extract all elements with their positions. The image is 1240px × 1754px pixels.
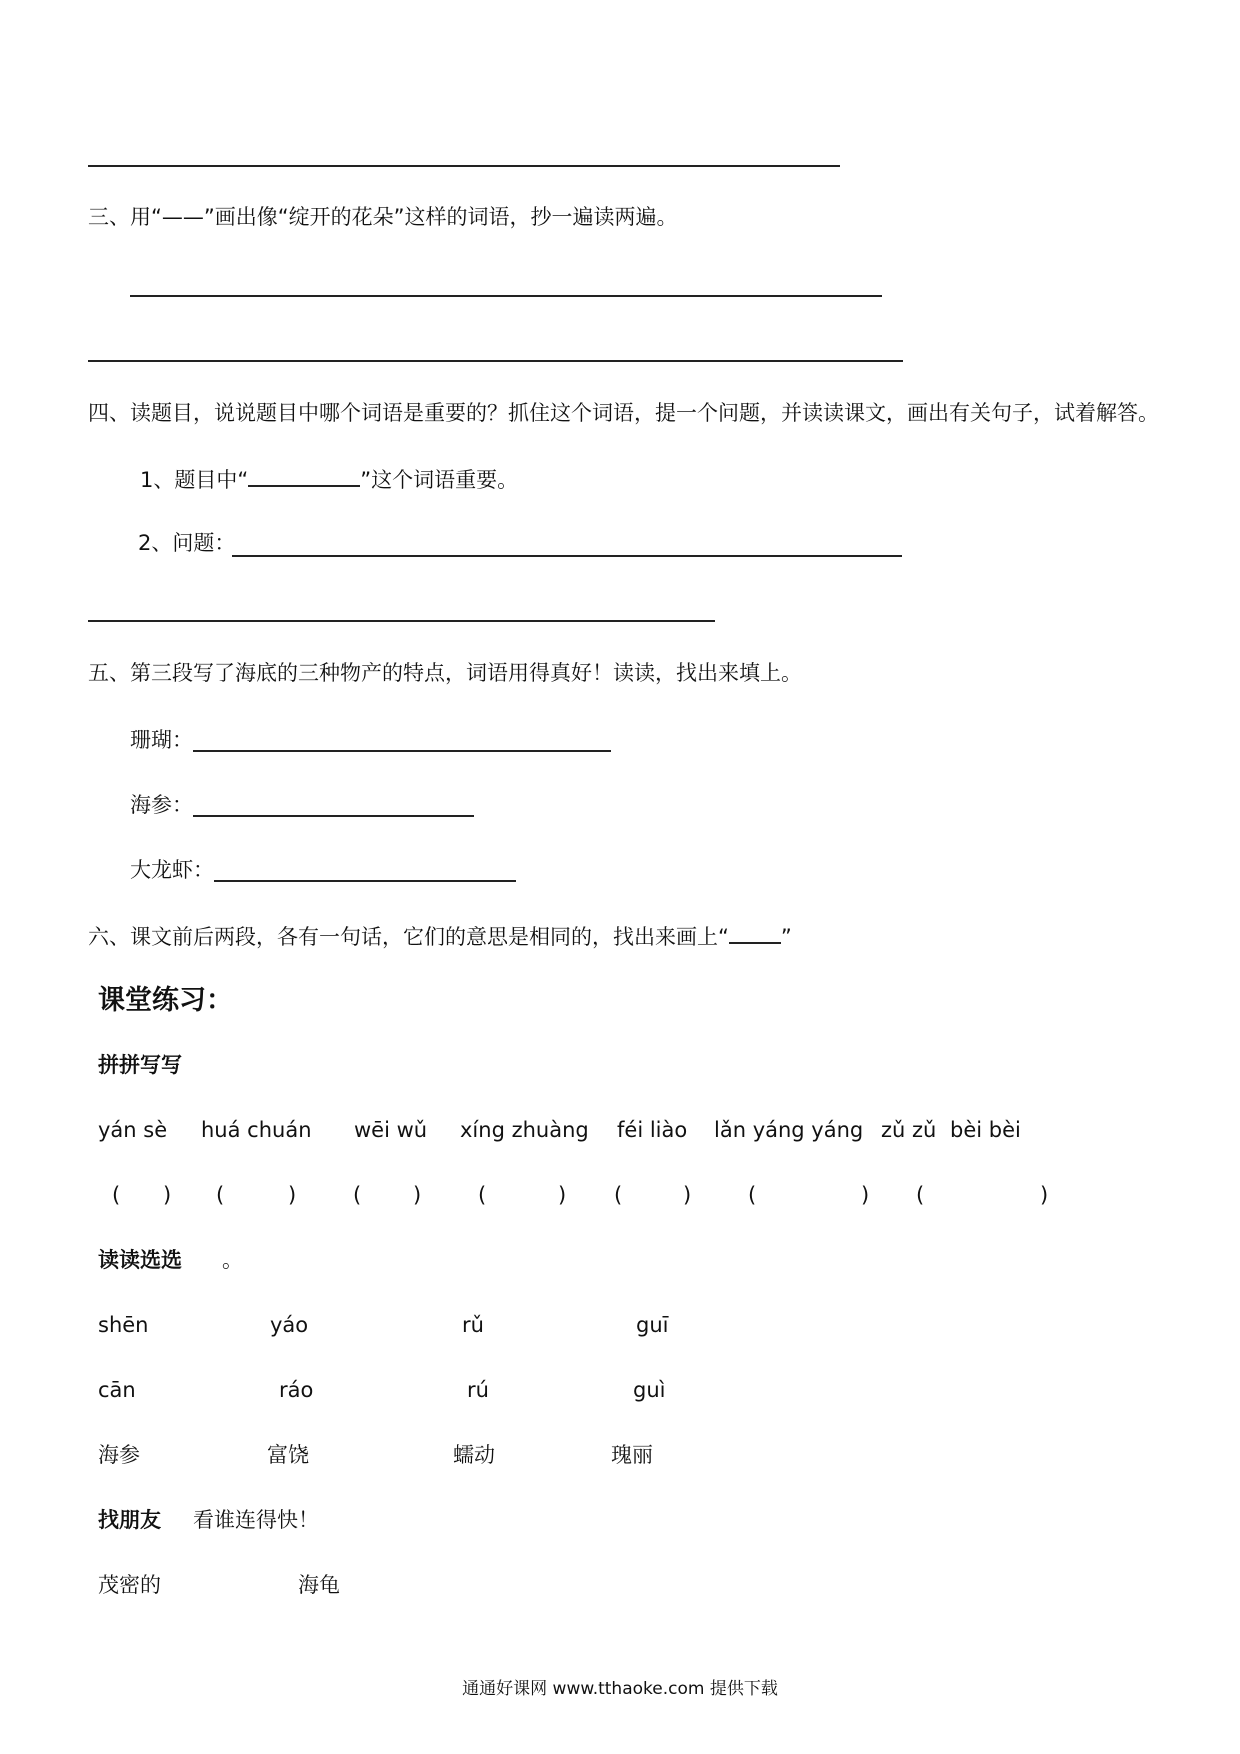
answer-paren-open[interactable]: (	[216, 1183, 225, 1207]
sea-cucumber-answer-line[interactable]	[193, 815, 474, 817]
choose-heading-tail: 。	[222, 1248, 243, 1272]
key-word-blank[interactable]	[248, 465, 360, 487]
sea-cucumber-label: 海参：	[130, 793, 193, 817]
answer-paren-close[interactable]: )	[1040, 1183, 1049, 1207]
match-right-word[interactable]: 海龟	[298, 1573, 340, 1597]
answer-line[interactable]	[130, 295, 882, 297]
pinyin-option: cān	[98, 1378, 136, 1402]
answer-paren-close[interactable]: )	[413, 1183, 422, 1207]
answer-paren-open[interactable]: (	[478, 1183, 487, 1207]
friends-heading-tail: 看谁连得快！	[193, 1508, 319, 1532]
pinyin-option: guī	[636, 1313, 669, 1337]
word-option: 蠕动	[453, 1443, 495, 1467]
pinyin-option: rú	[467, 1378, 489, 1402]
answer-paren-close[interactable]: )	[683, 1183, 692, 1207]
word-option: 富饶	[267, 1443, 309, 1467]
answer-paren-close[interactable]: )	[163, 1183, 172, 1207]
answer-line[interactable]	[88, 165, 840, 167]
pinyin-word: lǎn yáng yáng	[714, 1118, 864, 1142]
practice-title: 课堂练习：	[98, 985, 233, 1016]
pinyin-word: xíng zhuàng	[460, 1118, 589, 1142]
item-1-prefix: 1、题目中“	[140, 468, 249, 492]
choose-heading: 读读选选	[98, 1248, 182, 1272]
section-6-prompt	[88, 922, 792, 950]
word-option: 瑰丽	[611, 1443, 653, 1467]
pinyin-word: wēi wǔ	[354, 1118, 428, 1142]
item-2-label: 2、问题：	[138, 531, 236, 555]
section-3-prompt: 三、用“——”画出像“绽开的花朵”这样的词语，抄一遍读两遍。	[88, 205, 678, 229]
question-answer-line[interactable]	[232, 555, 902, 557]
answer-paren-close[interactable]: )	[288, 1183, 297, 1207]
section-4-item-2	[138, 530, 235, 556]
answer-paren-close[interactable]: )	[558, 1183, 567, 1207]
answer-paren-open[interactable]: (	[614, 1183, 623, 1207]
coral-label: 珊瑚：	[130, 728, 193, 752]
answer-paren-open[interactable]: (	[112, 1183, 121, 1207]
pinyin-option: guì	[633, 1378, 666, 1402]
section-5-prompt: 五、第三段写了海底的三种物产的特点，词语用得真好！读读，找出来填上。	[88, 661, 802, 685]
section-6-prefix: 六、课文前后两段，各有一句话，它们的意思是相同的，找出来画上“	[88, 925, 729, 949]
lobster-label: 大龙虾：	[130, 858, 214, 882]
underline-sample	[729, 922, 781, 944]
answer-paren-open[interactable]: (	[353, 1183, 362, 1207]
item-1-suffix: ”这个词语重要。	[360, 468, 519, 492]
answer-line[interactable]	[88, 620, 715, 622]
word-option: 海参	[98, 1443, 140, 1467]
section-4-prompt: 四、读题目，说说题目中哪个词语是重要的？抓住这个词语，提一个问题，并读读课文，画出有关句子，试着解答。	[88, 401, 1159, 425]
section-4-item-1	[140, 465, 518, 493]
pinyin-word: yán sè	[98, 1118, 168, 1142]
answer-line[interactable]	[88, 360, 903, 362]
pinyin-word: féi liào	[617, 1118, 688, 1142]
section-6-suffix: ”	[780, 925, 792, 949]
pinyin-option: yáo	[270, 1313, 309, 1337]
pinyin-word: zǔ zǔ	[881, 1118, 937, 1142]
match-left-word[interactable]: 茂密的	[98, 1573, 161, 1597]
pinyin-option: shēn	[98, 1313, 149, 1337]
friends-heading: 找朋友	[98, 1508, 161, 1532]
pinyin-heading: 拼拼写写	[98, 1053, 182, 1077]
pinyin-option: ráo	[279, 1378, 314, 1402]
coral-answer-line[interactable]	[193, 750, 611, 752]
pinyin-option: rǔ	[462, 1313, 484, 1337]
answer-paren-open[interactable]: (	[916, 1183, 925, 1207]
answer-paren-open[interactable]: (	[748, 1183, 757, 1207]
page-footer: 通通好课网 www.tthaoke.com 提供下载	[462, 1679, 778, 1699]
answer-paren-close[interactable]: )	[861, 1183, 870, 1207]
pinyin-word: bèi bèi	[950, 1118, 1021, 1142]
lobster-answer-line[interactable]	[214, 880, 516, 882]
pinyin-word: huá chuán	[201, 1118, 312, 1142]
